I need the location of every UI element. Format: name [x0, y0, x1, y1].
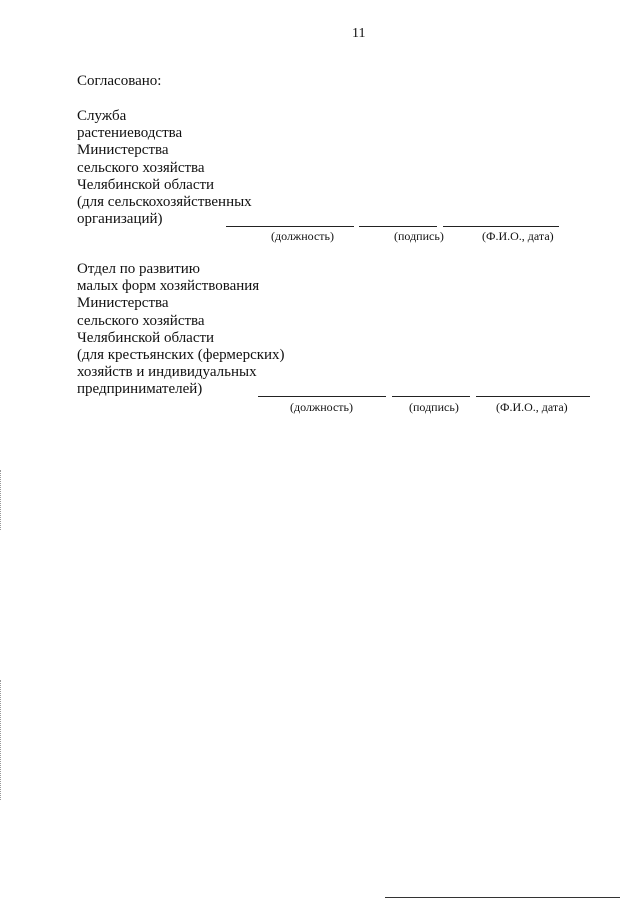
org-line: хозяйств и индивидуальных: [77, 364, 257, 381]
name-date-caption: (Ф.И.О., дата): [496, 400, 568, 414]
org-line: (для сельскохозяйственных: [77, 194, 252, 211]
org-line: Министерства: [77, 142, 169, 159]
org-line: Отдел по развитию: [77, 261, 200, 277]
section-small-farms-department: [77, 261, 285, 399]
page-number: 11: [352, 26, 366, 41]
position-signature-line: [258, 396, 386, 397]
position-signature-line: [226, 226, 354, 227]
position-caption: (должность): [271, 229, 334, 243]
footer-rule: [385, 897, 620, 898]
org-line: Челябинской области: [77, 329, 215, 346]
signature-line: [359, 226, 437, 227]
org-line: Служба: [77, 108, 127, 124]
org-line: Министерства: [77, 295, 169, 312]
name-date-caption: (Ф.И.О., дата): [482, 229, 554, 243]
org-line: Челябинской области: [77, 176, 215, 193]
name-date-line: [443, 226, 559, 227]
name-date-line: [476, 396, 590, 397]
org-line: организаций): [77, 211, 163, 228]
org-line: малых форм хозяйствования: [77, 278, 260, 295]
signature-caption: (подпись): [409, 400, 459, 414]
org-line: предпринимателей): [77, 381, 203, 398]
signature-caption: (подпись): [394, 229, 444, 243]
section-crop-service: [77, 108, 252, 228]
org-line: (для крестьянских (фермерских): [77, 347, 285, 364]
position-caption: (должность): [290, 400, 353, 414]
signature-line: [392, 396, 470, 397]
org-line: сельского хозяйства: [77, 312, 205, 329]
org-line: сельского хозяйства: [77, 159, 205, 176]
scan-edge-mark: [0, 680, 5, 800]
org-line: растениеводства: [77, 125, 183, 142]
agreed-heading: Согласовано:: [77, 73, 162, 89]
scan-edge-mark: [0, 470, 5, 530]
